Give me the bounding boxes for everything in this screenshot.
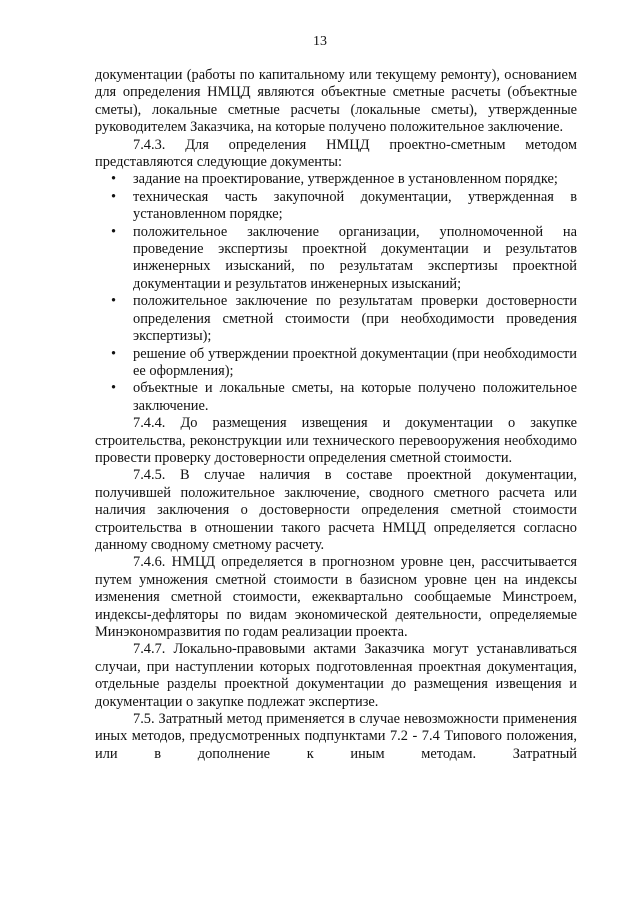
paragraph-continuation: документации (работы по капитальному или текущему ремонту), основанием для определения НМЦД являются объектные сметные расчеты (объектные сметы), локальные сметные расчеты (локальные сметы), утвержденные руководителем Заказчика, на которые получено положительное заключение. [95,67,577,136]
bullet-icon: • [111,188,117,205]
list-item-text: решение об утверждении проектной документации (при необходимости ее оформления); [133,345,577,379]
bullet-icon: • [111,223,117,240]
list-item-text: техническая часть закупочной документации, утвержденная в установленном порядке; [133,188,577,223]
bullet-icon: • [111,345,117,362]
bullet-icon: • [111,293,117,310]
list-item-text: положительное заключение организации, уполномоченной на проведение экспертизы проектной документации и результатов инженерных изысканий, по результатам экспертизы проектной документации и результатов инженерных изысканий; [133,223,577,292]
document-list [95,171,577,415]
paragraph-7-4-3: 7.4.3. Для определения НМЦД проектно-сметным методом представляются следующие документы: [95,136,577,171]
paragraph-7-4-6: 7.4.6. НМЦД определяется в прогнозном уровне цен, рассчитывается путем умножения сметной стоимости в базисном уровне цен на индексы изменения сметной стоимости, ежеквартально сообщаемые Минстроем, индексы-дефляторы по видам экономической деятельности, определяемые Минэкономразвития по годам реализации проекта. [95,554,577,640]
paragraph-7-4-5: 7.4.5. В случае наличия в составе проектной документации, получившей положительное заключение, сводного сметного расчета или наличия заключения о достоверности определения сметной стоимости строительства в отношении такого расчета НМЦД определяется согласно данному сводному сметному расчету. [95,467,577,553]
paragraph-7-5: 7.5. Затратный метод применяется в случае невозможности применения иных методов, предусмотренных подпунктами 7.2 - 7.4 Типового положения, или в дополнение к иным методам. Затратный [95,711,577,762]
document-body [95,67,577,763]
list-item [95,224,577,294]
list-item [95,346,577,381]
paragraph-7-4-7: 7.4.7. Локально-правовыми актами Заказчика могут устанавливаться случаи, при наступлении которых подготовленная проектная документация, отдельные разделы проектной документации до размещения извещения и документации о закупке подлежат экспертизе. [95,641,577,710]
list-item [95,380,577,415]
list-item [95,293,577,345]
bullet-icon: • [111,380,117,397]
list-item-text: положительное заключение по результатам проверки достоверности определения сметной стоимости (при необходимости проведения экспертизы); [133,293,577,345]
list-item [95,171,577,188]
list-item-text: объектные и локальные сметы, на которые получено положительное заключение. [133,380,577,414]
list-item-text: задание на проектирование, утвержденное в установленном порядке; [133,171,558,188]
list-item [95,189,577,224]
page-number: 13 [313,34,327,49]
paragraph-7-4-4: 7.4.4. До размещения извещения и документации о закупке строительства, реконструкции или технического перевооружения необходимо провести проверку достоверности определения сметной стоимости. [95,415,577,466]
bullet-icon: • [111,171,117,188]
